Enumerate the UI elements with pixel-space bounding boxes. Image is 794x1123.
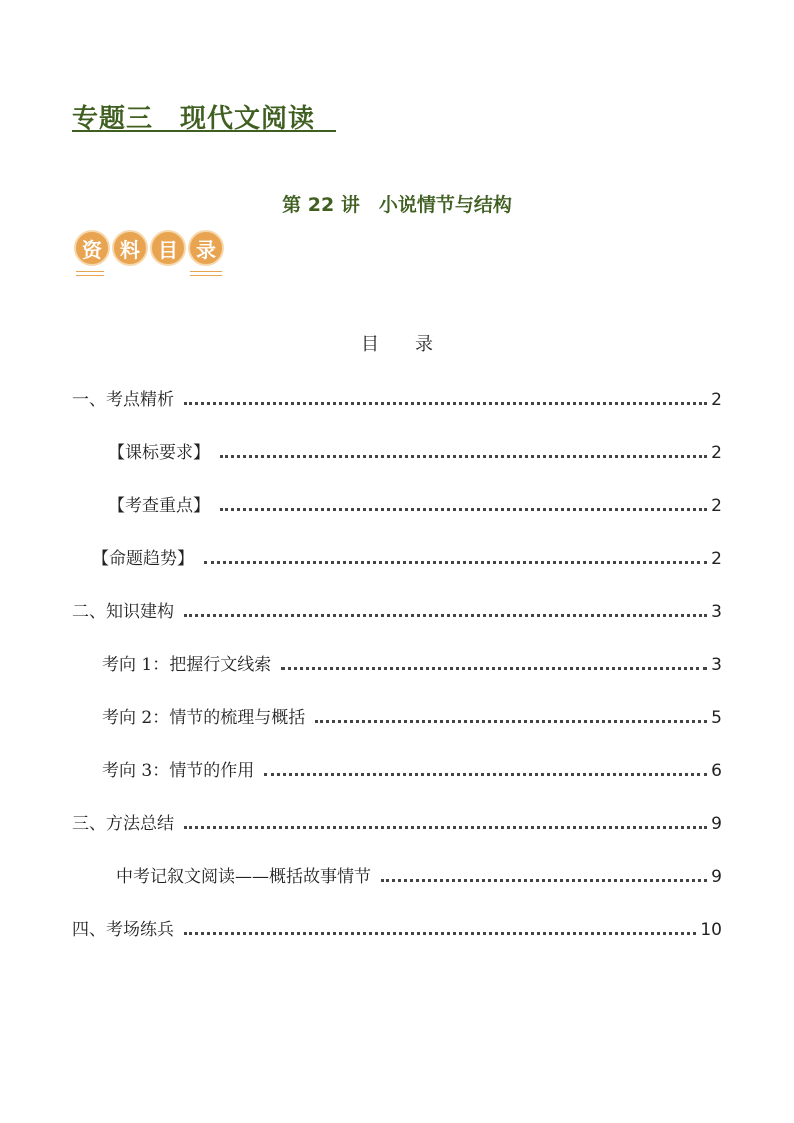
toc-dot-leader: [204, 561, 707, 564]
toc-dot-leader: [381, 879, 707, 882]
toc-entry-label: 【命题趋势】: [92, 549, 194, 569]
toc-entry-label: 二、知识建构: [72, 602, 174, 622]
toc-dot-leader: [315, 720, 707, 723]
toc-dot-leader: [184, 614, 707, 617]
toc-entry-page: 10: [700, 920, 722, 940]
toc-dot-leader: [184, 932, 696, 935]
toc-entry[interactable]: [72, 914, 722, 940]
toc-entry-page: 3: [711, 655, 722, 675]
toc-dot-leader: [184, 402, 707, 405]
badge-char: 资: [74, 230, 110, 266]
toc-entry-page: 5: [711, 708, 722, 728]
badge-underline: [76, 275, 104, 276]
toc-entry[interactable]: [108, 437, 722, 463]
toc-entry-label: 四、考场练兵: [72, 920, 174, 940]
badge-underline: [190, 271, 222, 272]
badge-char: 目: [150, 230, 186, 266]
toc-entry-page: 9: [711, 814, 722, 834]
badge-underline: [76, 271, 104, 272]
toc-entry-label: 【考查重点】: [108, 496, 210, 516]
toc-dot-leader: [220, 455, 707, 458]
toc-dot-leader: [220, 508, 707, 511]
toc-entry[interactable]: [92, 543, 722, 569]
badge-char: 录: [188, 230, 224, 266]
toc-entry[interactable]: [108, 490, 722, 516]
toc-entry-page: 3: [711, 602, 722, 622]
toc-dot-leader: [281, 667, 707, 670]
toc-entry-label: 一、考点精析: [72, 390, 174, 410]
toc-dot-leader: [184, 826, 707, 829]
lecture-title: 第 22 讲 小说情节与结构: [282, 194, 512, 216]
toc-entry-label: 考向 2：情节的梳理与概括: [102, 708, 306, 728]
topic-title-underline: [72, 130, 336, 132]
toc-entry[interactable]: [116, 861, 722, 887]
badge-char: 料: [112, 230, 148, 266]
toc-entry-page: 2: [711, 496, 722, 516]
toc-entry-label: 【课标要求】: [108, 443, 210, 463]
toc-entry[interactable]: [102, 702, 722, 728]
toc-entry[interactable]: [102, 649, 722, 675]
toc-entry-page: 9: [711, 867, 722, 887]
toc-entry[interactable]: [102, 755, 722, 781]
toc-entry-page: 2: [711, 390, 722, 410]
topic-title: 专题三 现代文阅读: [72, 104, 316, 134]
toc-entry[interactable]: [72, 384, 722, 410]
toc-heading: 目 录: [361, 334, 433, 355]
toc-entry-label: 中考记叙文阅读——概括故事情节: [116, 867, 371, 887]
toc-entry-page: 6: [711, 761, 722, 781]
toc-entry[interactable]: [72, 596, 722, 622]
badge-underline: [190, 275, 222, 276]
toc-entry-page: 2: [711, 549, 722, 569]
toc-entry[interactable]: [72, 808, 722, 834]
section-badge: [74, 230, 224, 266]
toc-dot-leader: [264, 773, 707, 776]
toc-entry-label: 三、方法总结: [72, 814, 174, 834]
toc-entry-page: 2: [711, 443, 722, 463]
toc-entry-label: 考向 3：情节的作用: [102, 761, 255, 781]
toc-entry-label: 考向 1：把握行文线索: [102, 655, 272, 675]
